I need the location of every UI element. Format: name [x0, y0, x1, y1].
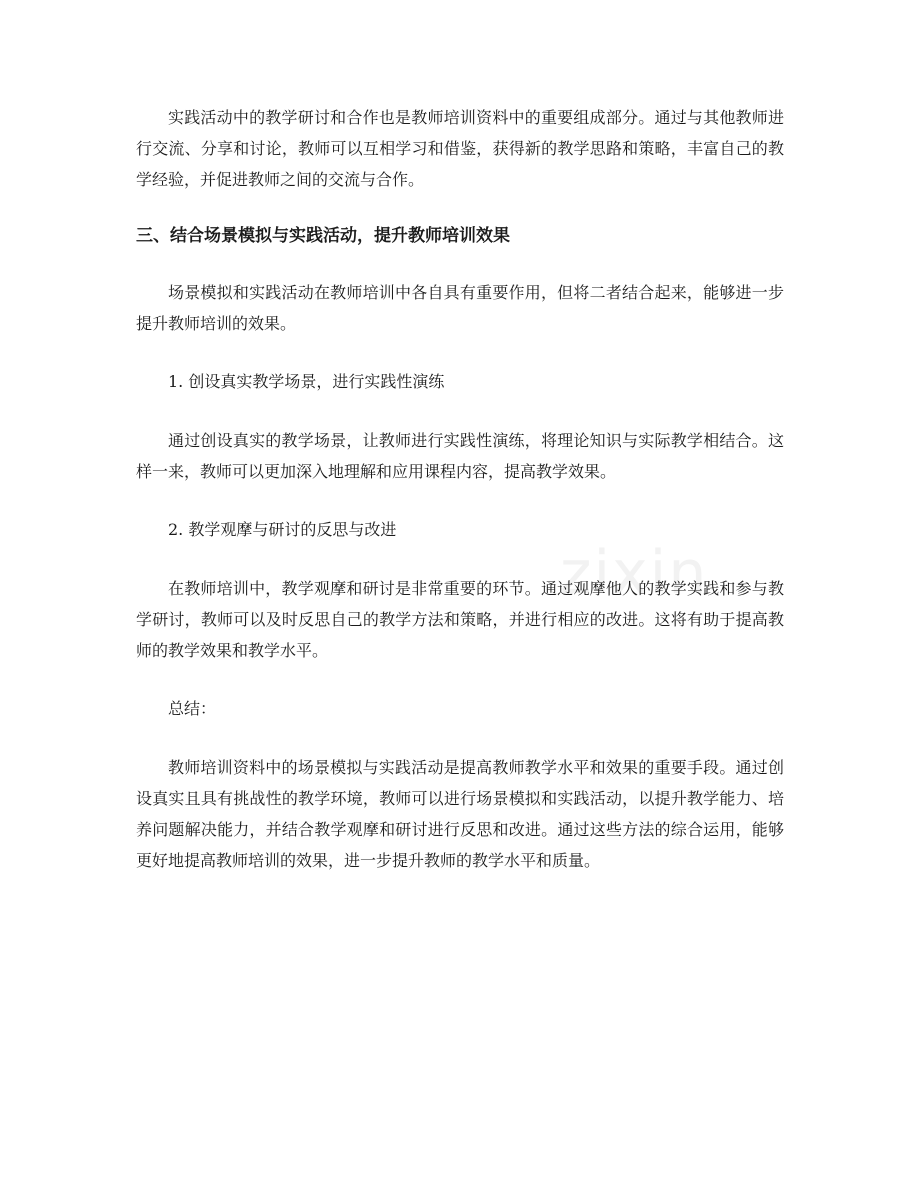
- summary-label: 总结：: [168, 699, 217, 718]
- paragraph-combination-intro: 场景模拟和实践活动在教师培训中各自具有重要作用，但将二者结合起来，能够进一步提升教师培训的效果。: [136, 283, 784, 333]
- watermark: zixin: [560, 538, 709, 608]
- paragraph-summary: 教师培训资料中的场景模拟与实践活动是提高教师教学水平和效果的重要手段。通过创设真实且具有挑战性的教学环境，教师可以进行场景模拟和实践活动，以提升教学能力、培养问题解决能力，并结合教学观摩和研讨进行反思和改进。通过这些方法的综合运用，能够更好地提高教师培训的效果，进一步提升教师的教学水平和质量。: [136, 758, 784, 870]
- subheading-1: 1. 创设真实教学场景，进行实践性演练: [168, 372, 445, 391]
- section-heading-3: 三、结合场景模拟与实践活动，提升教师培训效果: [136, 226, 510, 246]
- paragraph-realistic-scenes: 通过创设真实的教学场景，让教师进行实践性演练，将理论知识与实际教学相结合。这样一来，教师可以更加深入地理解和应用课程内容，提高教学效果。: [136, 431, 784, 481]
- paragraph-observation-reflection: 在教师培训中，教学观摩和研讨是非常重要的环节。通过观摩他人的教学实践和参与教学研讨，教师可以及时反思自己的教学方法和策略，并进行相应的改进。这将有助于提高教师的教学效果和教学水平。: [136, 579, 784, 660]
- document-body: [136, 102, 784, 876]
- subheading-2: 2. 教学观摩与研讨的反思与改进: [168, 520, 397, 539]
- paragraph-collaboration: 实践活动中的教学研讨和合作也是教师培训资料中的重要组成部分。通过与其他教师进行交流、分享和讨论，教师可以互相学习和借鉴，获得新的教学思路和策略，丰富自己的教学经验，并促进教师之间的交流与合作。: [136, 108, 784, 189]
